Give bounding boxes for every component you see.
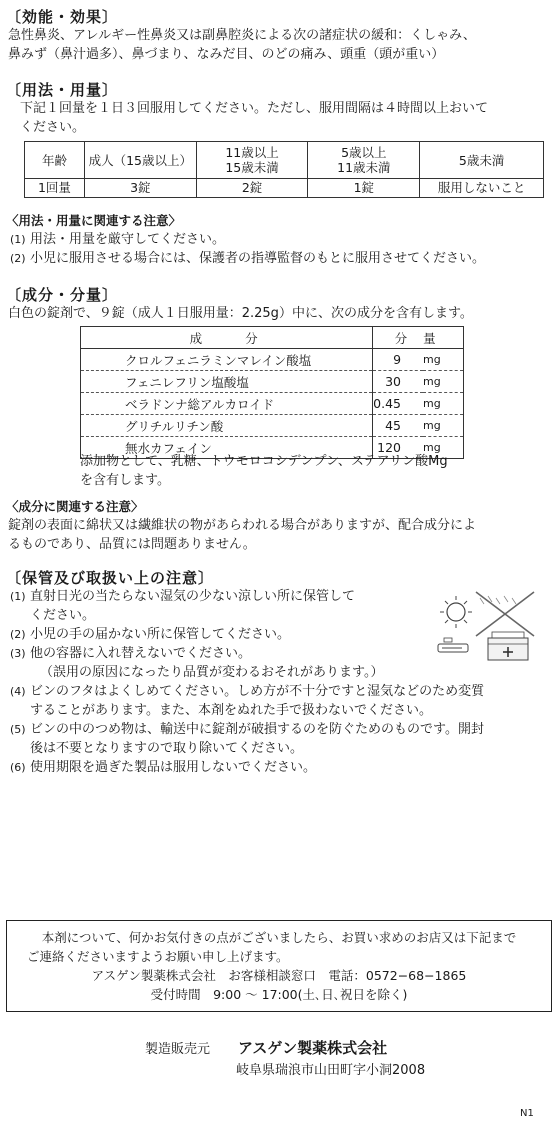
manufacturer-name: アスゲン製薬株式会社 — [238, 1039, 388, 1057]
dosage-table — [24, 141, 544, 198]
storage-item: (5) ビンの中のつめ物は、輸送中に錠剤が破損するのを防ぐためのものです。開封 後は不要となりますので取り除いてください。 — [10, 722, 484, 756]
ingredient-name: ベラドンナ総アルカロイド — [81, 393, 373, 415]
first-aid-box-icon — [488, 632, 528, 660]
storage-list — [10, 587, 484, 777]
ingredients-note-title: 〈成分に関連する注意〉 — [6, 499, 144, 514]
storage-item: (2) 小児の手の届かない所に保管してください。 — [10, 627, 291, 642]
ingredient-amount: 9 — [373, 349, 423, 371]
ingredient-unit: mg — [423, 415, 463, 437]
ingredient-name: フェニレフリン塩酸塩 — [81, 371, 373, 393]
efficacy-title: 〔効能・効果〕 — [6, 8, 119, 26]
storage-item: (6) 使用期限を過ぎた製品は服用しないでください。 — [10, 760, 317, 775]
storage-title: 〔保管及び取扱い上の注意〕 — [6, 569, 215, 587]
thermometer-icon — [438, 638, 468, 652]
dosage-text: 下記１回量を１日３回服用してください。ただし、服用間隔は４時間以上おいて ください。 — [20, 101, 489, 135]
prohibited-cross-icon — [476, 592, 534, 636]
ingredients-table — [81, 327, 463, 458]
header-cell: 5歳以上 11歳未満 — [308, 142, 420, 179]
ingredient-row — [81, 371, 463, 393]
ingredient-name: グリチルリチン酸 — [81, 415, 373, 437]
contact-box — [6, 920, 552, 1012]
contact-hours-line: 受付時間 9:00 〜 17:00(土､日､祝日を除く) — [150, 987, 408, 1002]
dosage-table-header — [25, 142, 544, 179]
dosage-note-item: (2) 小児に服用させる場合には、保護者の指導監督のもとに服用させてください。 — [10, 251, 486, 266]
col-name-header: 成 分 — [81, 327, 373, 349]
ingredients-table-box — [80, 326, 464, 459]
additives-text: 添加物として、乳糖、トウモロコシデンプン、ステアリン酸Mg を含有します。 — [80, 454, 448, 488]
ingredient-amount: 30 — [373, 371, 423, 393]
dosage-note-title: 〈用法・用量に関連する注意〉 — [6, 213, 182, 228]
table-cell: 服用しないこと — [420, 179, 544, 198]
dosage-title: 〔用法・用量〕 — [6, 81, 119, 99]
header-cell: 年齢 — [25, 142, 85, 179]
ingredient-name: クロルフェニラミンマレイン酸塩 — [81, 349, 373, 371]
table-cell: 1回量 — [25, 179, 85, 198]
document-code: N1 — [520, 1108, 534, 1119]
manufacturer-label: 製造販売元 — [145, 1042, 211, 1057]
storage-item: (4) ビンのフタはよくしめてください。しめ方が不十分ですと湿気などのため変質 することがあります。また、本剤をぬれた手で扱わないでください。 — [10, 684, 485, 718]
contact-phone-line: アスゲン製薬株式会社 お客様相談窓口 電話：0572−68−1865 — [91, 968, 467, 983]
ingredients-intro: 白色の錠剤で、９錠（成人１日服用量：2.25g）中に、次の成分を含有します。 — [8, 306, 473, 321]
ingredient-row — [81, 349, 463, 371]
storage-item: (1) 直射日光の当たらない湿気の少ない涼しい所に保管して ください。 — [10, 589, 356, 623]
table-cell: 2錠 — [196, 179, 308, 198]
ingredient-name: 無水カフェイン — [81, 437, 373, 459]
ingredients-table-header — [81, 327, 463, 349]
header-cell: 成人（15歳以上） — [84, 142, 196, 179]
table-cell: 3錠 — [84, 179, 196, 198]
ingredients-title: 〔成分・分量〕 — [6, 286, 119, 304]
header-cell: 11歳以上 15歳未満 — [196, 142, 308, 179]
sun-icon — [440, 596, 472, 628]
ingredient-unit: mg — [423, 393, 463, 415]
ingredient-row — [81, 415, 463, 437]
table-cell: 1錠 — [308, 179, 420, 198]
storage-item: (3) 他の容器に入れ替えないでください。 （誤用の原因になったり品質が変わるおそれがあります。） — [10, 646, 384, 680]
header-cell: 5歳未満 — [420, 142, 544, 179]
storage-illustration-svg — [430, 588, 540, 666]
storage-illustration — [430, 588, 540, 666]
dosage-notes — [10, 230, 485, 268]
efficacy-text: 急性鼻炎、アレルギー性鼻炎又は副鼻腔炎による次の諸症状の緩和：くしゃみ、 鼻みず（鼻汁過多）、鼻づまり、なみだ目、のどの痛み、頭重（頭が重い） — [8, 28, 476, 62]
col-amount-header: 分 量 — [373, 327, 463, 349]
ingredient-unit: mg — [423, 349, 463, 371]
ingredients-notes: 錠剤の表面に綿状又は繊維状の物があらわれる場合がありますが、配合成分によ るものであり、品質には問題ありません。 — [8, 518, 477, 552]
ingredient-row — [81, 393, 463, 415]
ingredient-unit: mg — [423, 441, 441, 454]
dosage-note-item: (1) 用法・用量を厳守してください。 — [10, 232, 226, 247]
dosage-table-row — [25, 179, 544, 198]
ingredient-amount: 0.45 — [373, 393, 423, 415]
contact-text: 本剤について、何かお気付きの点がございましたら、お買い求めのお店又は下記まで — [41, 930, 517, 945]
contact-text-2: ご連絡くださいますようお願い申し上げます。 — [27, 949, 289, 964]
ingredient-amount: 120 — [377, 440, 402, 455]
ingredient-unit: mg — [423, 371, 463, 393]
manufacturer-address: 岐阜県瑞浪市山田町字小洞2008 — [236, 1063, 426, 1078]
ingredient-amount: 45 — [373, 415, 423, 437]
